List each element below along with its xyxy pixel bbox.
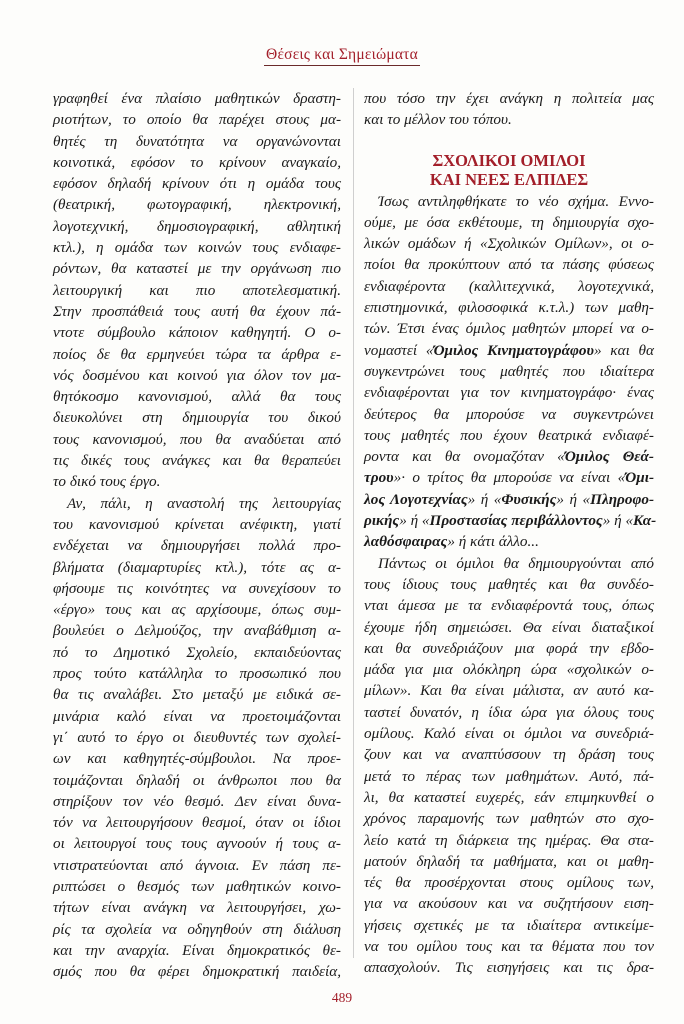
- text-line: φήσουμε τις κοινότητες να συνεχίσουν το: [53, 579, 341, 597]
- text-line: μίλων». Και θα είναι μάλιστα, αν αυτό κα-: [364, 682, 654, 700]
- right-column: [364, 88, 657, 979]
- text-line: και το μέλλον του τόπου.: [364, 111, 512, 129]
- club-name-basketball: Κα-: [633, 512, 657, 530]
- text-line: ων και καθηγητές-σύμβουλοι. Να προε-: [53, 750, 341, 768]
- text-line: ματούν δηλαδή τα μαθήματα, και οι μαθη-: [364, 852, 654, 870]
- text-line: ντοτε σύμβουλο κάποιον καθηγητή. Ο ο-: [53, 324, 341, 342]
- text-line: νται άμεσα με τα ενδιαφέροντά τους, όπως: [364, 597, 654, 615]
- text-line: [364, 446, 654, 467]
- text-line: ρόντων, θα καταστεί με την οργάνωση πιο: [53, 260, 341, 278]
- text-line: δεύτερος θα μπορούσε να συγκεντρώνει: [364, 405, 654, 423]
- text-line: [364, 489, 654, 510]
- text-fragment: νομαστεί «: [364, 341, 434, 359]
- text-line: λειτουργική και πιο αποτελεσματική.: [53, 281, 341, 299]
- text-line: τους μαθητές που έχουν θεατρικά ενδιαφέ-: [364, 426, 654, 444]
- text-line: και την αναρχία. Είναι δημοκρατικός θε-: [53, 941, 341, 959]
- text-fragment: » ή «: [467, 490, 502, 508]
- club-name-environment: Προστασίας περιβάλλοντος: [429, 512, 603, 530]
- text-line: να του ομίλου τους και τα θέματα που τον: [364, 937, 654, 955]
- text-line: Ίσως αντιληφθήκατε το νέο σχήμα. Εννο-: [378, 192, 654, 210]
- club-name-theatre-cont: τρου: [364, 469, 394, 487]
- club-name-physics: Φυσικής: [501, 490, 557, 508]
- text-line: πό το Δημοτικό Σχολείο, εκπαιδεύοντας: [53, 643, 341, 661]
- text-line: και θα συνεδριάζουν μια φορά την εβδο-: [364, 639, 654, 657]
- text-line: τήτων είναι ανάγκη να λειτουργήσει, χω-: [53, 899, 341, 917]
- text-line: το δικό τους έργο.: [53, 473, 161, 491]
- text-line: τους ίδιους τους μαθητές και θα συνδέο-: [364, 575, 654, 593]
- club-name-literature: Όμι-: [625, 469, 654, 487]
- text-line: ενδιαφέροντα (καλλιτεχνικά, λογοτεχνικά,: [364, 277, 654, 295]
- text-line: που τόσο την έχει ανάγκη η πολιτεία μας: [364, 90, 654, 107]
- text-line: γραφηθεί ένα πλαίσιο μαθητικών δραστη-: [53, 90, 341, 107]
- text-line: σμός που θα φέρει δημοκρατική παιδεία,: [53, 963, 341, 981]
- text-line: έχουμε ήδη σημειώσει. Θα είναι διαταξικοί: [364, 618, 654, 636]
- text-line: νός δοσμένου και κοινού για όλον τον μα-: [53, 366, 341, 384]
- text-line: λι, θα καταστεί ευχερές, εάν επιμηκυνθεί ο: [364, 788, 654, 806]
- heading-line-1: ΣΧΟΛΙΚΟΙ ΟΜΙΛΟΙ: [432, 150, 586, 170]
- text-line: Στην προσπάθειά τους αυτή θα έχουν πά-: [53, 302, 341, 320]
- text-line: ποίοι θα προκύπτουν από τα πάσης φύσεως: [364, 256, 654, 274]
- text-line: ριοτήτων, το οποίο θα παρέχει στους μα-: [53, 111, 341, 129]
- text-line: μετά το πέρας των μαθημάτων. Αυτό, πά-: [364, 767, 654, 785]
- heading-line-2: ΚΑΙ ΝΕΕΣ ΕΛΠΙΔΕΣ: [429, 169, 589, 189]
- text-line: ζουν και να αναπτύσσουν τη δράση τους: [364, 746, 654, 764]
- text-line: γι΄ αυτό το έργο οι διευθυντές των σχολεί-: [53, 728, 341, 746]
- text-line: [364, 467, 654, 488]
- text-fragment: » ή κάτι άλλο...: [447, 533, 539, 551]
- text-line: για να ακούσουν και να συζητήσουν ειση-: [364, 895, 654, 913]
- text-line: στηρίξουν τον νέο θεσμό. Δεν είναι δυνα-: [53, 792, 341, 810]
- text-line: συγκεντρώνει τους μαθητές που ιδιαίτερα: [364, 362, 654, 380]
- page-number: 489: [331, 990, 353, 1005]
- text-line: τις δικές τους ανάγκες και θα θεραπεύει: [53, 452, 341, 470]
- text-line: Πάντως οι όμιλοι θα δημιουργούνται από: [378, 554, 654, 572]
- text-line: τόν να λειτουργήσουν θεσμοί, όταν οι ίδιοι: [53, 814, 341, 832]
- text-line: επιστημονικά, φιλοσοφικά κ.τ.λ.) των μαθη-: [364, 299, 654, 317]
- club-name-informatics-cont: ρικής: [364, 512, 400, 530]
- text-fragment: »· ο τρίτος θα μπορούσε να είναι «: [393, 469, 626, 487]
- club-name-basketball-cont: λαθόσφαιρας: [364, 533, 448, 551]
- text-line: οι λειτουργοί τους τους αγνοούν ή τους α-: [53, 835, 341, 853]
- text-line: τους κανονισμού, που θα αναδύεται από: [53, 430, 341, 448]
- text-line: κτλ.), η ομάδα των κοινών τους ενδιαφε-: [53, 239, 341, 257]
- text-fragment: » ή «: [556, 490, 591, 508]
- text-line: ρίς τα σχολεία να οδηγηθούν στη διάλυση: [53, 920, 341, 938]
- column-divider: [353, 88, 354, 958]
- text-line: ομίλους. Καλό είναι οι όμιλοι να συνεδριά-: [364, 725, 654, 743]
- text-line: τές θα προσέρχονται στους ομίλους των,: [364, 874, 654, 892]
- text-fragment: » ή «: [602, 512, 634, 530]
- text-line: του κανονισμού κρίνεται ανέφικτη, γιατί: [53, 515, 341, 533]
- text-line: λογοτεχνική, δημοσιογραφική, αθλητική: [53, 217, 341, 235]
- text-line: τών. Έτσι ένας όμιλος μαθητών μπορεί να ο-: [364, 320, 654, 338]
- text-line: ποίος δε θα ερμηνεύει τώρα τα άρθρα ε-: [53, 345, 341, 363]
- running-header: [0, 46, 684, 66]
- section-title: Θέσεις και Σημειώματα: [264, 46, 420, 66]
- text-line: χρόνος παραμονής των μαθητών στο σχο-: [364, 810, 654, 828]
- text-line: διευκολύνει στη δημιουργία του δικού: [53, 409, 341, 427]
- text-line: θα τις αναλάβει. Στο μεταξύ με ειδικά σε-: [53, 686, 341, 704]
- text-line: κοινοτικά, εφόσον το κρίνουν αναγκαίο,: [53, 153, 341, 171]
- text-line: βλήματα (διαμαρτυρίες κτλ.), τότε ας α-: [53, 558, 341, 576]
- text-line: μινάρια καλό είναι να προετοιμάζονται: [53, 707, 341, 725]
- text-line: βουλεύει ο Δελμούζος, την αναβάθμιση α-: [53, 622, 341, 640]
- text-line: [364, 531, 654, 552]
- text-line: (θεατρική, φωτογραφική, ηλεκτρονική,: [53, 196, 341, 214]
- text-line: γήσεις σχετικές με τα ιδιαίτερα αντικείμε-: [364, 916, 654, 934]
- text-line: ταστεί δυνατόν, η ίδια ώρα για όλους τους: [364, 703, 654, 721]
- text-fragment: » ή «: [399, 512, 430, 530]
- text-line: «έργο» τους και ας αρχίσουμε, όπως συμ-: [53, 601, 341, 619]
- text-line: θητόκοσμο κανονισμού, αλλά θα τους: [53, 388, 341, 406]
- text-line: λείο κατά τη διάρκεια της ημέρας. Θα στα-: [364, 831, 654, 849]
- text-line: ούμε, με όσα εκθέτουμε, τη δημιουργία σχο-: [364, 213, 654, 231]
- section-heading: [364, 151, 654, 189]
- text-line: προς τούτο κατάλληλα το προσωπικό που: [53, 665, 341, 683]
- text-line: εφόσον δηλαδή κρίνουν ότι η ομάδα τους: [53, 175, 341, 193]
- text-line: ντιστρατεύονται από άγνοια. Εν πάση πε-: [53, 856, 341, 874]
- club-name-theatre: Όμιλος Θεά-: [564, 448, 654, 466]
- text-line: λικών ομάδων ή «Σχολικών Ομίλων», οι ο-: [364, 235, 654, 253]
- text-line: απασχολούν. Τις εισηγήσεις και τις δρα-: [364, 959, 654, 977]
- text-line: θητές τη δυνατότητα να οργανώνονται: [53, 132, 341, 150]
- club-name-cinema: Όμιλος Κινηματογράφου: [433, 341, 594, 359]
- text-line: τοιμάζονται δηλαδή οι άνθρωποι που θα: [53, 771, 341, 789]
- text-line: μάδα για μια ολόκληρη ώρα «σχολικών ο-: [364, 661, 654, 679]
- text-line: ριπτώσει ο θεσμός των μαθητικών κοινο-: [53, 877, 341, 895]
- left-column: [53, 88, 341, 982]
- text-line: ενδιαφέρονται για τον κινηματογράφο· ένας: [364, 384, 654, 402]
- paragraph: [364, 553, 654, 979]
- text-fragment: ροντα και θα ονομαζόταν «: [364, 448, 565, 466]
- text-fragment: » και θα: [593, 341, 654, 359]
- club-name-literature-cont: λος Λογοτεχνίας: [364, 490, 468, 508]
- club-name-informatics: Πληροφο-: [590, 490, 654, 508]
- text-line: Αν, πάλι, η αναστολή της λειτουργίας: [67, 494, 341, 512]
- text-line: [364, 510, 657, 531]
- text-line: [364, 340, 654, 361]
- text-line: ενδέχεται να δημιουργήσει πολλά προ-: [53, 537, 341, 555]
